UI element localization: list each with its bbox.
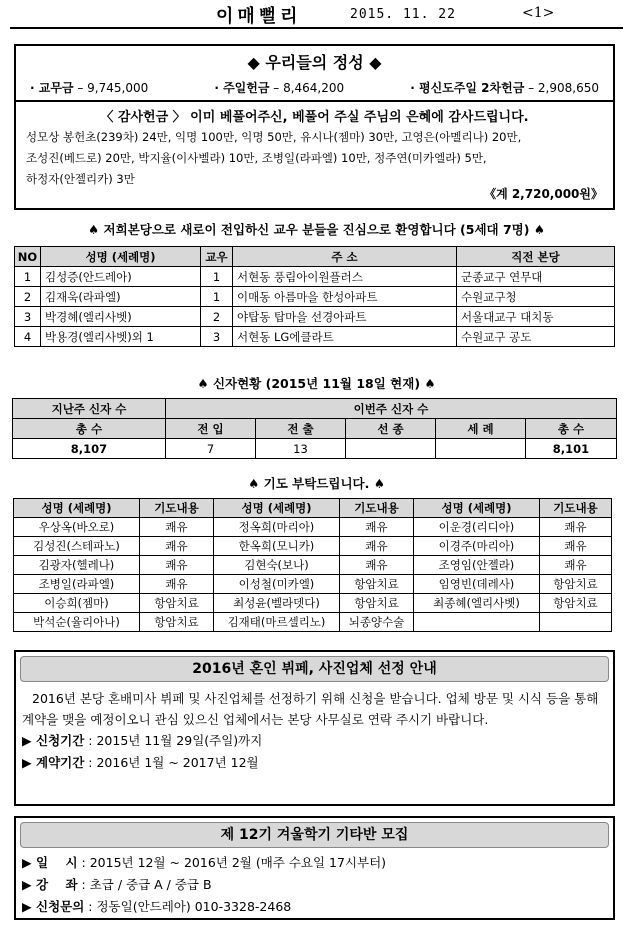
- cell: 김성진(스테파노): [14, 537, 140, 556]
- cell: 정옥희(마리아): [214, 518, 340, 537]
- this-week-header: 이번주 신자 수: [166, 399, 617, 419]
- cell: 이매동 아름마을 한성아파트: [233, 287, 457, 307]
- col-header: 총 수: [13, 419, 166, 439]
- cell: 우상옥(바오로): [14, 518, 140, 537]
- table-header-row: [15, 247, 615, 267]
- cell: [414, 613, 540, 632]
- cell: 2: [15, 287, 41, 307]
- table-row: [15, 307, 615, 327]
- cell: 4: [15, 327, 41, 347]
- col-header: NO: [15, 247, 41, 267]
- cell: 쾌유: [340, 537, 414, 556]
- divider: [16, 100, 613, 102]
- wedding-notice: [14, 650, 615, 806]
- believers-title: ♠ 신자현황 (2015년 11월 18일 현재) ♠: [197, 376, 436, 391]
- newcomers-title: ♠ 저희본당으로 새로이 전입하신 교우 분들을 진심으로 환영합니다 (5세대 7명) ♠: [87, 222, 545, 237]
- cell: 뇌종양수술: [340, 613, 414, 632]
- cell: 항암치료: [140, 613, 214, 632]
- cell: [346, 439, 436, 459]
- cell: 김현숙(보나): [214, 556, 340, 575]
- col-header: 교우: [201, 247, 233, 267]
- cell: 항암치료: [540, 594, 612, 613]
- cell: 수원교구청: [457, 287, 615, 307]
- bulletin-date: 2015. 11. 22: [350, 7, 456, 22]
- cell: 항암치료: [540, 575, 612, 594]
- table-row: [14, 575, 612, 594]
- wedding-item: ▶ 신청기간 : 2015년 11월 29일(주일)까지: [22, 733, 263, 748]
- cell: 서현동 풍림아이원플러스: [233, 267, 457, 287]
- page-number: <1>: [522, 5, 555, 21]
- cell: 쾌유: [340, 518, 414, 537]
- cell: 쾌유: [140, 518, 214, 537]
- cell: 8,101: [526, 439, 617, 459]
- cell: 쾌유: [140, 556, 214, 575]
- cell: 쾌유: [340, 556, 414, 575]
- cell: 김성증(안드레아): [41, 267, 201, 287]
- table-header-row: [14, 499, 612, 518]
- cell: 3: [201, 327, 233, 347]
- sum-item: · 평신도주일 2차헌금 – 2,908,650: [410, 81, 599, 95]
- cell: 군종교구 연무대: [457, 267, 615, 287]
- offering-sums: [16, 79, 613, 96]
- guitar-item: ▶ 신청문의 : 정동일(안드레아) 010-3328-2468: [22, 899, 292, 914]
- cell: 8,107: [13, 439, 166, 459]
- bulletin-header: [0, 0, 633, 28]
- header-rule: [10, 27, 623, 29]
- cell: 김광자(헬레나): [14, 556, 140, 575]
- table-row: [15, 267, 615, 287]
- thanks-total: 《계 2,720,000원》: [484, 187, 603, 201]
- table-header-row: [13, 419, 617, 439]
- cell: 야탑동 탑마을 선경아파트: [233, 307, 457, 327]
- cell: [540, 613, 612, 632]
- sum-item: · 교무금 – 9,745,000: [30, 81, 149, 95]
- sum-item: · 주일헌금 – 8,464,200: [214, 81, 345, 95]
- cell: 1: [201, 267, 233, 287]
- cell: 이성철(미카엘): [214, 575, 340, 594]
- table-header-row: [13, 399, 617, 419]
- cell: 서울대교구 대치동: [457, 307, 615, 327]
- cell: 임영빈(데레사): [414, 575, 540, 594]
- cell: 항암치료: [140, 594, 214, 613]
- cell: 항암치료: [340, 594, 414, 613]
- cell: 쾌유: [540, 518, 612, 537]
- cell: 이승희(젬마): [14, 594, 140, 613]
- col-header: 총 수: [526, 419, 617, 439]
- prayer-title: ♠ 기도 부탁드립니다. ♠: [248, 476, 385, 491]
- table-row: [14, 537, 612, 556]
- col-header: 주 소: [233, 247, 457, 267]
- col-header: 기도내용: [540, 499, 612, 518]
- table-row: [14, 613, 612, 632]
- cell: 7: [166, 439, 256, 459]
- col-header: 기도내용: [340, 499, 414, 518]
- guitar-item: ▶ 강 좌 : 초급 / 중급 A / 중급 B: [22, 877, 212, 892]
- wedding-text: 2016년 본당 혼배미사 뷔페 및 사진업체를 선정하기 위해 신청을 받습니다. 업체 방문 및 시식 등을 통해 계약을 맺을 예정이오니 관심 있으신 업체에서는 본당 사무실로 연락 주시기 바랍니다.: [22, 691, 599, 727]
- cell: [436, 439, 526, 459]
- table-row: [15, 287, 615, 307]
- cell: 박용경(엘리사벳)외 1: [41, 327, 201, 347]
- last-week-header: 지난주 신자 수: [13, 399, 166, 419]
- table-row: [15, 327, 615, 347]
- thanks-heading: 〈 감사헌금 〉 이미 베풀어주신, 베풀어 주실 주님의 은혜에 감사드립니다.: [100, 110, 529, 125]
- col-header: 세 례: [436, 419, 526, 439]
- cell: 이경주(마리아): [414, 537, 540, 556]
- guitar-notice: [14, 816, 615, 920]
- cell: 수원교구 공도: [457, 327, 615, 347]
- cell: 조영임(안젤라): [414, 556, 540, 575]
- thanks-line: 성모상 봉헌초(239차) 24만, 익명 100만, 익명 50만, 유시나(젬마) 30만, 고영은(아멜리나) 20만,: [26, 130, 522, 144]
- wedding-title: 2016년 혼인 뷔페, 사진업체 선정 안내: [20, 656, 609, 682]
- cell: 쾌유: [140, 537, 214, 556]
- cell: 한옥희(모니카): [214, 537, 340, 556]
- cell: 항암치료: [340, 575, 414, 594]
- cell: 13: [256, 439, 346, 459]
- cell: 최종혜(엘리사벳): [414, 594, 540, 613]
- offering-title: ◆ 우리들의 정성 ◆: [247, 53, 382, 72]
- cell: 2: [201, 307, 233, 327]
- cell: 쾌유: [540, 556, 612, 575]
- bulletin-title: 이매뻘리: [216, 6, 302, 27]
- newcomers-table: [14, 246, 615, 347]
- believers-table: [12, 398, 617, 459]
- col-header: 선 종: [346, 419, 436, 439]
- col-header: 성명 (세례명): [41, 247, 201, 267]
- cell: 박경혜(엘리사벳): [41, 307, 201, 327]
- cell: 쾌유: [140, 575, 214, 594]
- table-row: [14, 594, 612, 613]
- guitar-title: 제 12기 겨울학기 기타반 모집: [20, 822, 609, 848]
- col-header: 직전 본당: [457, 247, 615, 267]
- guitar-item: ▶ 일 시 : 2015년 12월 ~ 2016년 2월 (매주 수요일 17시부터): [22, 855, 387, 870]
- cell: 최성윤(벨라뎃다): [214, 594, 340, 613]
- cell: 박석순(율리아나): [14, 613, 140, 632]
- prayer-table: [13, 498, 612, 632]
- cell: 1: [15, 267, 41, 287]
- thanks-line: 조성진(베드로) 20만, 박지율(이사벨라) 10만, 조병일(라파엘) 10만, 정주연(미카엘라) 5만,: [26, 151, 487, 165]
- table-row: [14, 518, 612, 537]
- cell: 1: [201, 287, 233, 307]
- col-header: 성명 (세례명): [14, 499, 140, 518]
- col-header: 전 출: [256, 419, 346, 439]
- col-header: 기도내용: [140, 499, 214, 518]
- thanks-line: 하정자(안젤리카) 3만: [26, 172, 135, 186]
- cell: 이운경(리디아): [414, 518, 540, 537]
- cell: 쾌유: [540, 537, 612, 556]
- col-header: 전 입: [166, 419, 256, 439]
- table-row: [14, 556, 612, 575]
- cell: 김재욱(라파엘): [41, 287, 201, 307]
- offering-box: [14, 44, 615, 210]
- wedding-item: ▶ 계약기간 : 2016년 1월 ~ 2017년 12월: [22, 755, 259, 770]
- col-header: 성명 (세례명): [414, 499, 540, 518]
- col-header: 성명 (세례명): [214, 499, 340, 518]
- table-row: [13, 439, 617, 459]
- cell: 김재태(마르셀리노): [214, 613, 340, 632]
- cell: 조병일(라파엘): [14, 575, 140, 594]
- cell: 서현동 LG에클라트: [233, 327, 457, 347]
- cell: 3: [15, 307, 41, 327]
- thanks-list: [16, 125, 613, 190]
